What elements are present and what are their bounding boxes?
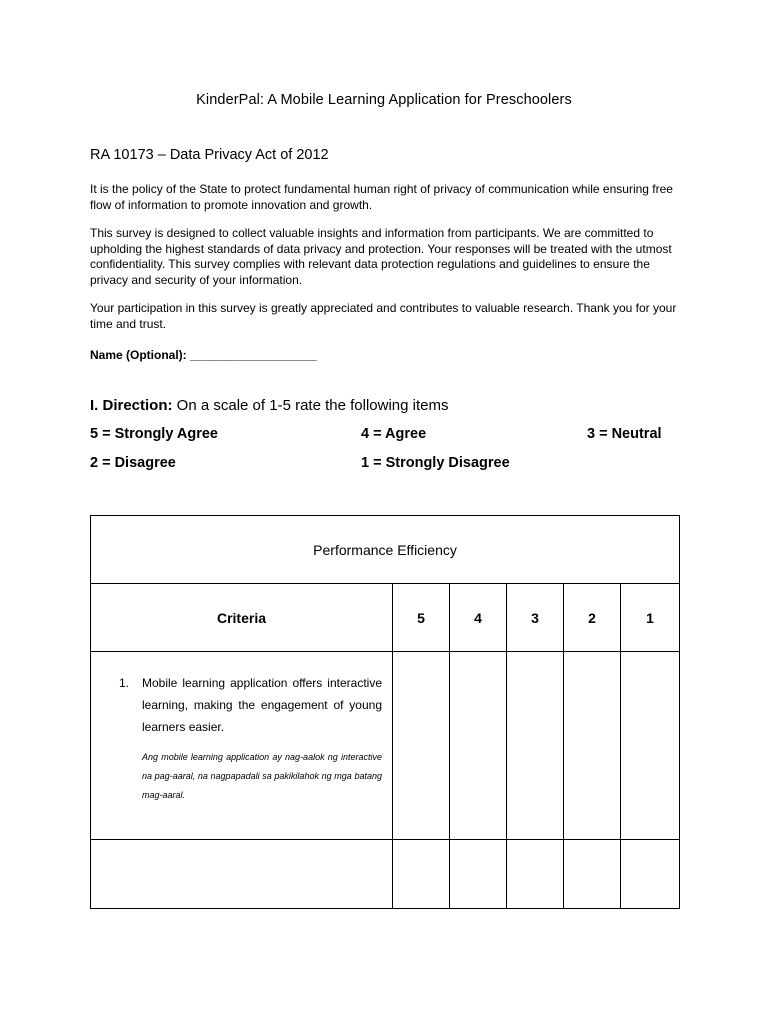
rating-cell-4[interactable] [450, 840, 507, 909]
rating-cell-5[interactable] [393, 652, 450, 840]
table-row [91, 840, 680, 909]
rating-table [90, 515, 680, 909]
item-number: 1. [119, 676, 130, 690]
name-field[interactable]: Name (Optional): ___________________ [90, 348, 317, 362]
policy-paragraph: It is the policy of the State to protect fundamental human right of privacy of communication while ensuring free flow of information to promote innovation and growth. [90, 182, 673, 212]
rating-cell-1[interactable] [621, 652, 680, 840]
criteria-cell-empty [91, 840, 393, 909]
thank-you-paragraph: Your participation in this survey is greatly appreciated and contributes to valuable research. Thank you for your time and trust. [90, 301, 677, 331]
rating-header-1: 1 [621, 584, 680, 652]
item-english-text: Mobile learning application offers interactive learning, making the engagement of young learners easier. [142, 676, 382, 734]
rating-cell-2[interactable] [564, 840, 621, 909]
rating-header-3: 3 [507, 584, 564, 652]
scale-strongly-disagree: 1 = Strongly Disagree [361, 455, 510, 471]
rating-cell-2[interactable] [564, 652, 621, 840]
table-row [91, 652, 680, 840]
scale-disagree: 2 = Disagree [90, 455, 176, 471]
rating-cell-3[interactable] [507, 652, 564, 840]
scale-strongly-agree: 5 = Strongly Agree [90, 426, 218, 442]
rating-header-2: 2 [564, 584, 621, 652]
item-tagalog-text: Ang mobile learning application ay nag-aalok ng interactive na pag-aaral, na nagpapadali sa pakikilahok ng mga batang mag-aaral. [142, 752, 382, 800]
direction-text: On a scale of 1-5 rate the following items [172, 397, 449, 414]
criteria-header: Criteria [91, 584, 393, 652]
section-title: Performance Efficiency [91, 516, 680, 584]
rating-cell-4[interactable] [450, 652, 507, 840]
rating-header-5: 5 [393, 584, 450, 652]
scale-neutral: 3 = Neutral [587, 426, 662, 442]
document-title: KinderPal: A Mobile Learning Application for Preschoolers [196, 92, 572, 108]
privacy-act-heading: RA 10173 – Data Privacy Act of 2012 [90, 147, 329, 163]
rating-header-4: 4 [450, 584, 507, 652]
rating-cell-3[interactable] [507, 840, 564, 909]
rating-cell-5[interactable] [393, 840, 450, 909]
direction-label: I. Direction: [90, 397, 173, 414]
direction-line [90, 397, 449, 414]
survey-purpose-paragraph: This survey is designed to collect valuable insights and information from participants. We are committed to upholding the highest standards of data privacy and protection. Your responses will be treated with the utmost confidentiality. This survey complies with relevant data protection regulations and guidelines to ensure the privacy and security of your information. [90, 226, 672, 287]
scale-agree: 4 = Agree [361, 426, 427, 442]
criteria-cell [91, 652, 393, 840]
rating-cell-1[interactable] [621, 840, 680, 909]
